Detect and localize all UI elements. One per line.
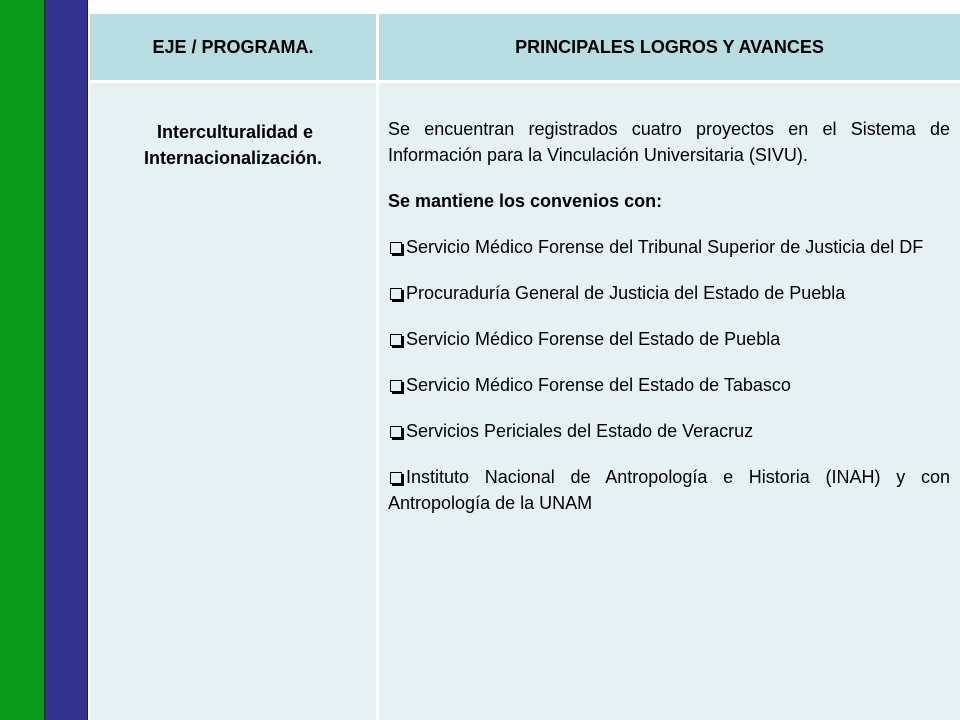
eje-line-1: Interculturalidad e [156,122,314,142]
header-eje-programa: EJE / PROGRAMA. [90,14,376,80]
list-item-text: Procuraduría General de Justicia del Estado de Puebla [406,283,846,303]
list-item-text: Servicio Médico Forense del Estado de Puebla [406,329,781,349]
intro-paragraph: Se encuentran registrados cuatro proyectos en el Sistema de Información para la Vinculación Universitaria (SIVU). [388,119,950,165]
header-logros-avances: PRINCIPALES LOGROS Y AVANCES [379,14,960,80]
eje-program-name [90,119,376,171]
eje-line-2: Internacionalización. [143,148,323,168]
list-item-text: Servicios Periciales del Estado de Veracruz [406,421,754,441]
list-item [388,372,950,398]
checkbox-square-icon [390,334,402,346]
convenios-heading: Se mantiene los convenios con: [388,191,663,211]
list-item [388,234,950,260]
checkbox-square-icon [390,472,402,484]
logros-content [388,116,950,536]
list-item-text: Instituto Nacional de Antropología e Historia (INAH) y con Antropología de la UNAM [388,467,950,513]
list-item [388,418,950,444]
side-stripe-green [0,0,44,720]
list-item [388,326,950,352]
achievements-table [90,14,960,720]
list-item-text: Servicio Médico Forense del Tribunal Superior de Justicia del DF [406,237,924,257]
checkbox-square-icon [390,380,402,392]
checkbox-square-icon [390,426,402,438]
side-stripe-blue [44,0,88,720]
checkbox-square-icon [390,242,402,254]
list-item-text: Servicio Médico Forense del Estado de Tabasco [406,375,791,395]
checkbox-square-icon [390,288,402,300]
list-item [388,280,950,306]
eje-cell [90,83,376,720]
list-item [388,464,950,516]
